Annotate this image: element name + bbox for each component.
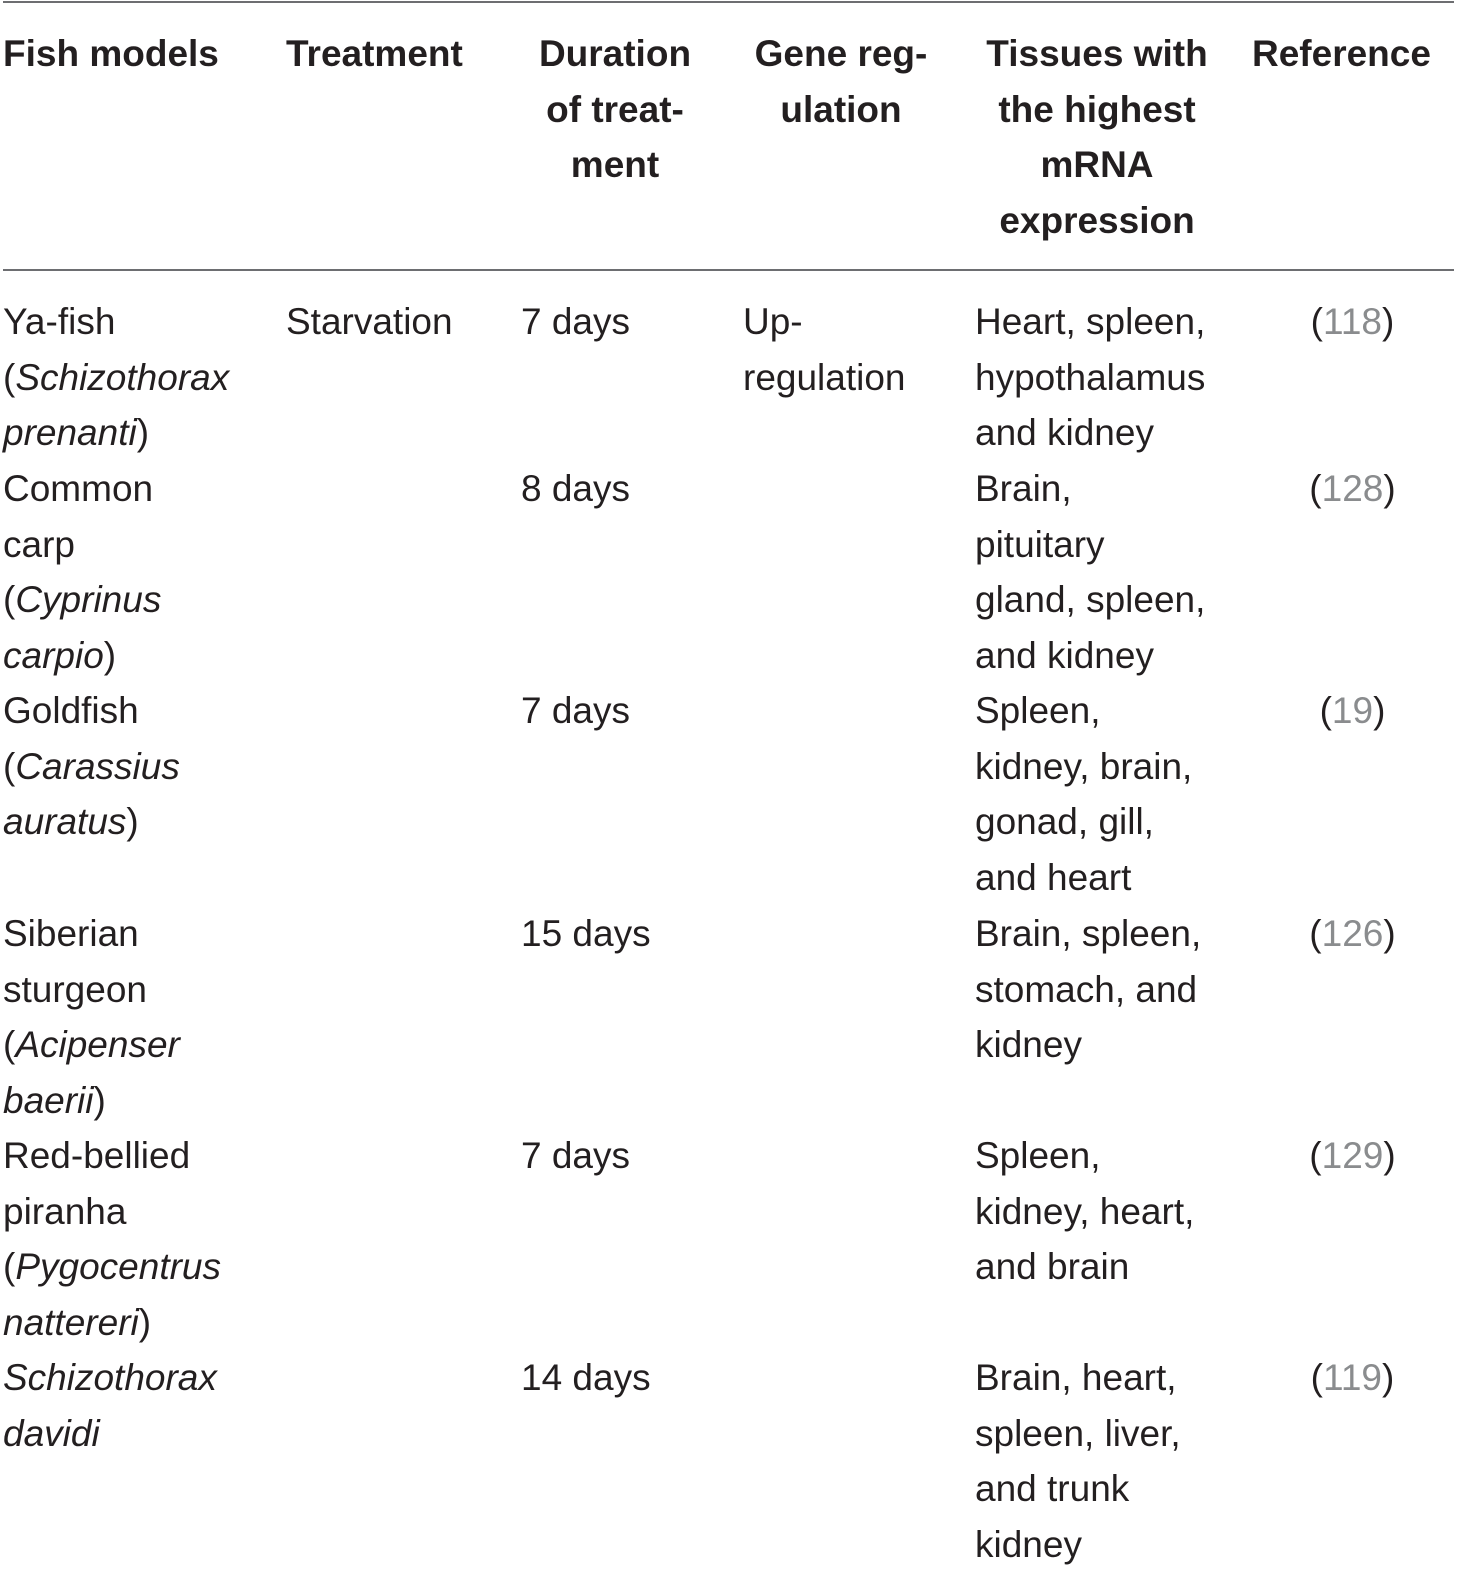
row-4-tissues: Brain, spleen, stomach, and kidney [975,913,1202,1065]
row-4-reference[interactable]: (126) [1309,913,1396,954]
row-4-duration: 15 days [521,913,651,954]
row-3-reference[interactable]: (19) [1319,690,1386,731]
row-5-reference[interactable]: (129) [1309,1135,1396,1176]
row-1-treatment: Starvation [286,301,453,342]
row-1-tissues: Heart, spleen, hypothalamus and kidney [975,301,1206,453]
row-2-duration: 8 days [521,468,631,509]
row-1-duration: 7 days [521,301,631,342]
table-top-rule [3,1,1454,3]
row-3-fish: Goldfish (Carassius auratus) [3,690,180,842]
row-5-fish: Red-bellied piranha (Pygocentrus nattereri) [3,1135,221,1343]
row-2-reference[interactable]: (128) [1309,468,1396,509]
row-6-fish: Schizothorax davidi [3,1357,217,1454]
header-bottom-rule [3,269,1454,271]
row-1-reference[interactable]: (118) [1310,301,1395,342]
row-1-regulation: Up- regulation [743,301,906,398]
header-duration: Duration of treat- ment [538,33,692,185]
row-3-duration: 7 days [521,690,631,731]
header-gene-regulation: Gene reg- ulation [754,33,928,130]
row-2-tissues: Brain, pituitary gland, spleen, and kidney [975,468,1206,676]
row-6-duration: 14 days [521,1357,651,1398]
row-2-fish: Common carp (Cyprinus carpio) [3,468,162,676]
row-3-tissues: Spleen, kidney, brain, gonad, gill, and heart [975,690,1193,898]
row-4-fish: Siberian sturgeon (Acipenser baerii) [3,913,180,1121]
header-fish-models: Fish models [3,33,219,74]
row-5-tissues: Spleen, kidney, heart, and brain [975,1135,1195,1287]
row-6-reference[interactable]: (119) [1310,1357,1395,1398]
header-reference: Reference [1252,33,1431,74]
row-6-tissues: Brain, heart, spleen, liver, and trunk kidney [975,1357,1181,1565]
row-1-fish: Ya-fish (Schizothorax prenanti) [3,301,230,453]
row-5-duration: 7 days [521,1135,631,1176]
header-treatment: Treatment [286,33,463,74]
header-tissues: Tissues with the highest mRNA expression [986,33,1208,241]
